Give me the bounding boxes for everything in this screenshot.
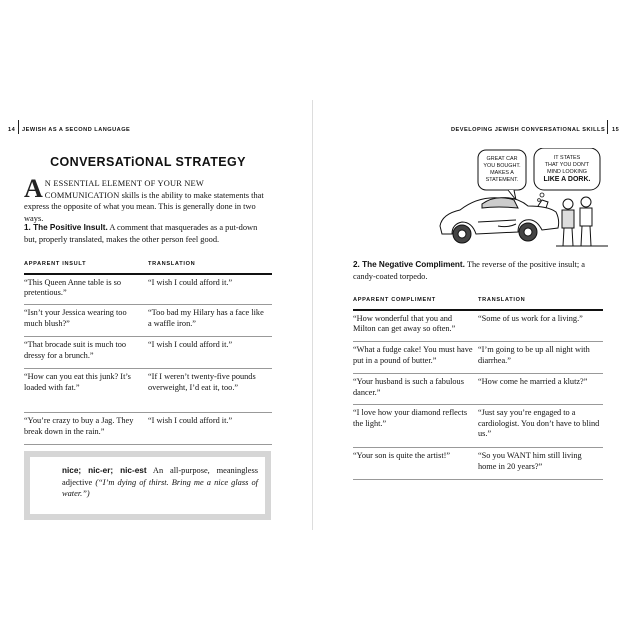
table-cell: “So you WANT him still living home in 20 years?”: [478, 448, 603, 480]
page-title: CONVERSATiONAL STRATEGY: [50, 155, 246, 169]
bubble1-line: STATEMENT.: [485, 177, 519, 183]
table-cell: “Isn’t your Jessica wearing too much blush?”: [24, 305, 148, 337]
table-row: [24, 274, 272, 305]
left-header-rule: [18, 120, 19, 134]
table-row: [24, 369, 272, 413]
table-row: [353, 374, 603, 405]
column-header: APPARENT INSULT: [24, 259, 148, 274]
table-row: [353, 448, 603, 480]
table-cell: “I wish I could afford it.”: [148, 337, 272, 369]
table-cell: “Some of us work for a living.”: [478, 310, 603, 342]
bubble2-line: THAT YOU DON'T: [544, 162, 590, 168]
intro-smallcaps: N ESSENTIAL ELEMENT OF YOUR NEW COMMUNICATION: [44, 179, 204, 200]
sidebar-definition-text: An all-purpose, meaningless adjective: [62, 466, 258, 487]
table-cell: “What a fudge cake! You must have put in a pound of butter.”: [353, 342, 478, 374]
compliment-table: [353, 295, 603, 480]
table-cell: “This Queen Anne table is so pretentious.”: [24, 274, 148, 305]
table-row: [24, 413, 272, 445]
right-page: [313, 0, 625, 625]
table-cell: “How can you eat this junk? It’s loaded with fat.”: [24, 369, 148, 413]
sidebar-panel: [30, 457, 265, 514]
left-page-number: 14: [8, 127, 16, 133]
table-cell: “Too bad my Hilary has a face like a waffle iron.”: [148, 305, 272, 337]
section2-text: The reverse of the positive insult; a candy-coated torpedo.: [353, 260, 586, 281]
left-page: [0, 0, 312, 625]
table-cell: “Your husband is such a fabulous dancer.”: [353, 374, 478, 405]
section2-head: 2. The Negative Compliment.: [353, 260, 465, 269]
sidebar-definition: [62, 465, 258, 500]
bubble2-line: LIKE A DORK.: [543, 176, 591, 183]
intro-rest: skills is the ability to make statements that express the opposite of what you mean. This is generally done in two ways.: [24, 190, 264, 223]
column-header: TRANSLATION: [148, 259, 272, 274]
table-cell: “Just say you’re engaged to a cardiologist. You don’t have to blind us.”: [478, 405, 603, 448]
table-cell: “If I weren’t twenty-five pounds overweight, I’d eat it, too.”: [148, 369, 272, 413]
table-header-row: [24, 259, 272, 274]
table-cell: “That brocade suit is much too dressy for a brunch.”: [24, 337, 148, 369]
bubble1-line: YOU BOUGHT.: [483, 163, 521, 169]
left-running-title: JEWISH AS A SECOND LANGUAGE: [22, 127, 131, 133]
table-cell: “How come he married a klutz?”: [478, 374, 603, 405]
definition-sidebar: [24, 451, 271, 520]
table-cell: “How wonderful that you and Milton can get away so often.”: [353, 310, 478, 342]
bubble2-line: MIND LOOKING: [547, 169, 587, 175]
right-header-rule: [607, 120, 608, 134]
table-cell: “You’re crazy to buy a Jag. They break down in the rain.”: [24, 413, 148, 445]
table-cell: “I wish I could afford it.”: [148, 413, 272, 445]
table-row: [24, 305, 272, 337]
section1-paragraph: [24, 222, 272, 245]
thought-dot: [540, 193, 544, 197]
bubble2-line: IT STATES: [553, 155, 581, 161]
table-cell: “I wish I could afford it.”: [148, 274, 272, 305]
right-page-number: 15: [612, 127, 620, 133]
two-men-figures: [556, 197, 608, 246]
thought-dot: [538, 199, 541, 202]
table-row: [353, 405, 603, 448]
sports-car-drawing: [440, 198, 559, 243]
drop-cap: A: [24, 174, 43, 203]
section2-paragraph: [353, 259, 603, 282]
cartoon-illustration: [438, 148, 618, 248]
bubble1-line: GREAT CAR: [486, 156, 518, 162]
sidebar-example: (“I’m dying of thirst. Bring me a nice glass of water.”): [62, 477, 259, 498]
section1-text: A comment that masquerades as a put-down but, properly translated, makes the other person feel good.: [24, 223, 258, 244]
section1-head: 1. The Positive Insult.: [24, 223, 108, 232]
sidebar-headword: nice; nic-er; nic-est: [62, 466, 147, 475]
table-row: [353, 310, 603, 342]
bubble1-line: MAKES A: [490, 170, 514, 176]
table-header-row: [353, 295, 603, 310]
intro-paragraph: [24, 174, 272, 224]
table-cell: “I’m going to be up all night with diarrhea.”: [478, 342, 603, 374]
insult-table: [24, 259, 272, 445]
table-cell: “Your son is quite the artist!”: [353, 448, 478, 480]
right-running-title: DEVELOPING JEWISH CONVERSATIONAL SKILLS: [451, 127, 606, 133]
column-header: TRANSLATION: [478, 295, 603, 310]
column-header: APPARENT COMPLIMENT: [353, 295, 478, 310]
table-row: [24, 337, 272, 369]
table-row: [353, 342, 603, 374]
table-cell: “I love how your diamond reflects the light.”: [353, 405, 478, 448]
